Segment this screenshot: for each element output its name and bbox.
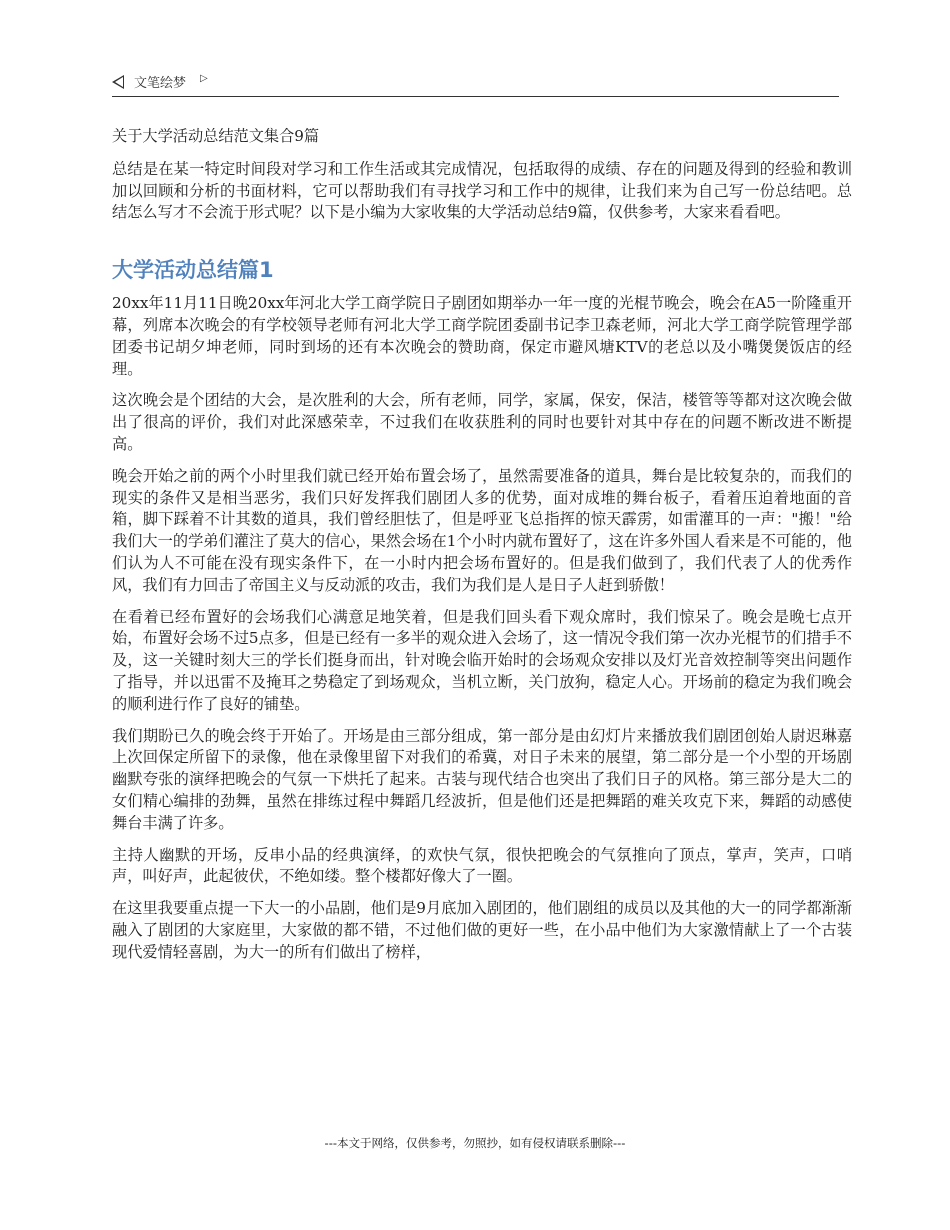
body-paragraph: 在看着已经布置好的会场我们心满意足地笑着，但是我们回头看下观众席时，我们惊呆了。晚会是晚七点开始，布置好会场不过5点多，但是已经有一多半的观众进入会场了，这一情况令我们第一次办光棍节的们措手不及，这一关键时刻大三的学长们挺身而出，针对晚会临开始时的会场观众安排以及灯光音效控制等突出问题作了指导，并以迅雷不及掩耳之势稳定了到场观众，当机立断，关门放狗，稳定人心。开场前的稳定为我们晚会的顺利进行作了良好的铺垫。 [112,607,852,713]
intro-paragraph: 总结是在某一特定时间段对学习和工作生活或其完成情况，包括取得的成绩、存在的问题及得到的经验和教训加以回顾和分析的书面材料，它可以帮助我们有寻找学习和工作中的规律，让我们来为自己写一份总结吧。总结怎么写才不会流于形式呢？以下是小编为大家收集的大学活动总结9篇，仅供参考，大家来看看吧。 [112,159,852,222]
body-paragraph: 我们期盼已久的晚会终于开始了。开场是由三部分组成，第一部分是由幻灯片来播放我们剧团创始人尉迟琳嘉上次回保定所留下的录像，他在录像里留下对我们的希冀，对日子未来的展望，第二部分是一个小型的开场剧幽默夸张的演绎把晚会的气氛一下烘托了起来。古装与现代结合也突出了我们日子的风格。第三部分是大二的女们精心编排的劲舞，虽然在排练过程中舞蹈几经波折，但是他们还是把舞蹈的难关攻克下来，舞蹈的动感使舞台丰满了许多。 [112,726,852,832]
triangle-right-icon: ▷ [200,73,208,84]
body-paragraph: 在这里我要重点提一下大一的小品剧，他们是9月底加入剧团的，他们剧组的成员以及其他的大一的同学都渐渐融入了剧团的大家庭里，大家做的都不错，不过他们做的更好一些，在小品中他们为大家激情献上了一个古装现代爱情轻喜剧，为大一的所有们做出了榜样， [112,899,852,961]
triangle-left-icon [112,75,124,89]
body-paragraph: 20xx年11月11日晚20xx年河北大学工商学院日子剧团如期举办一年一度的光棍节晚会，晚会在A5一阶隆重开幕，列席本次晚会的有学校领导老师有河北大学工商学院团委副书记李卫森老师，河北大学工商学院管理学部团委书记胡夕坤老师，同时到场的还有本次晚会的赞助商，保定市避风塘KTV的老总以及小嘴煲煲饭店的经理。 [112,294,852,378]
body-paragraph: 晚会开始之前的两个小时里我们就已经开始布置会场了，虽然需要准备的道具，舞台是比较复杂的，而我们的现实的条件又是相当恶劣，我们只好发挥我们剧团人多的优势，面对成堆的舞台板子，看着压迫着地面的音箱，脚下踩着不计其数的道具，我们曾经胆怯了，但是呼亚飞总指挥的惊天霹雳，如雷灌耳的一声："搬！"给我们大一的学弟们灌注了莫大的信心，果然会场在1个小时内就布置好了，这在许多外国人看来是不可能的，他们认为人不可能在没有现实条件下，在一小时内把会场布置好的。但是我们做到了，我们代表了人的优秀作风，我们有力回击了帝国主义与反动派的攻击，我们为我们是人是日子人赶到骄傲！ [112,466,852,594]
document-title: 关于大学活动总结范文集合9篇 [112,127,320,145]
page-header [112,68,839,97]
section-heading: 大学活动总结篇1 [112,258,274,283]
brand-text: 文笔绘梦 [134,76,187,91]
footer-disclaimer: ---本文于网络，仅供参考，勿照抄，如有侵权请联系删除--- [324,1136,626,1150]
brand [112,72,208,91]
body-paragraph: 这次晚会是个团结的大会，是次胜利的大会，所有老师，同学，家属，保安，保洁，楼管等等都对这次晚会做出了很高的评价，我们对此深感荣幸，不过我们在收获胜利的同时也要针对其中存在的问题不断改进不断提高。 [112,391,852,453]
body-paragraph: 主持人幽默的开场，反串小品的经典演绎，的欢快气氛，很快把晚会的气氛推向了顶点，掌声，笑声，口哨声，叫好声，此起彼伏，不绝如缕。整个楼都好像大了一圈。 [112,845,852,886]
document-body [112,126,852,974]
